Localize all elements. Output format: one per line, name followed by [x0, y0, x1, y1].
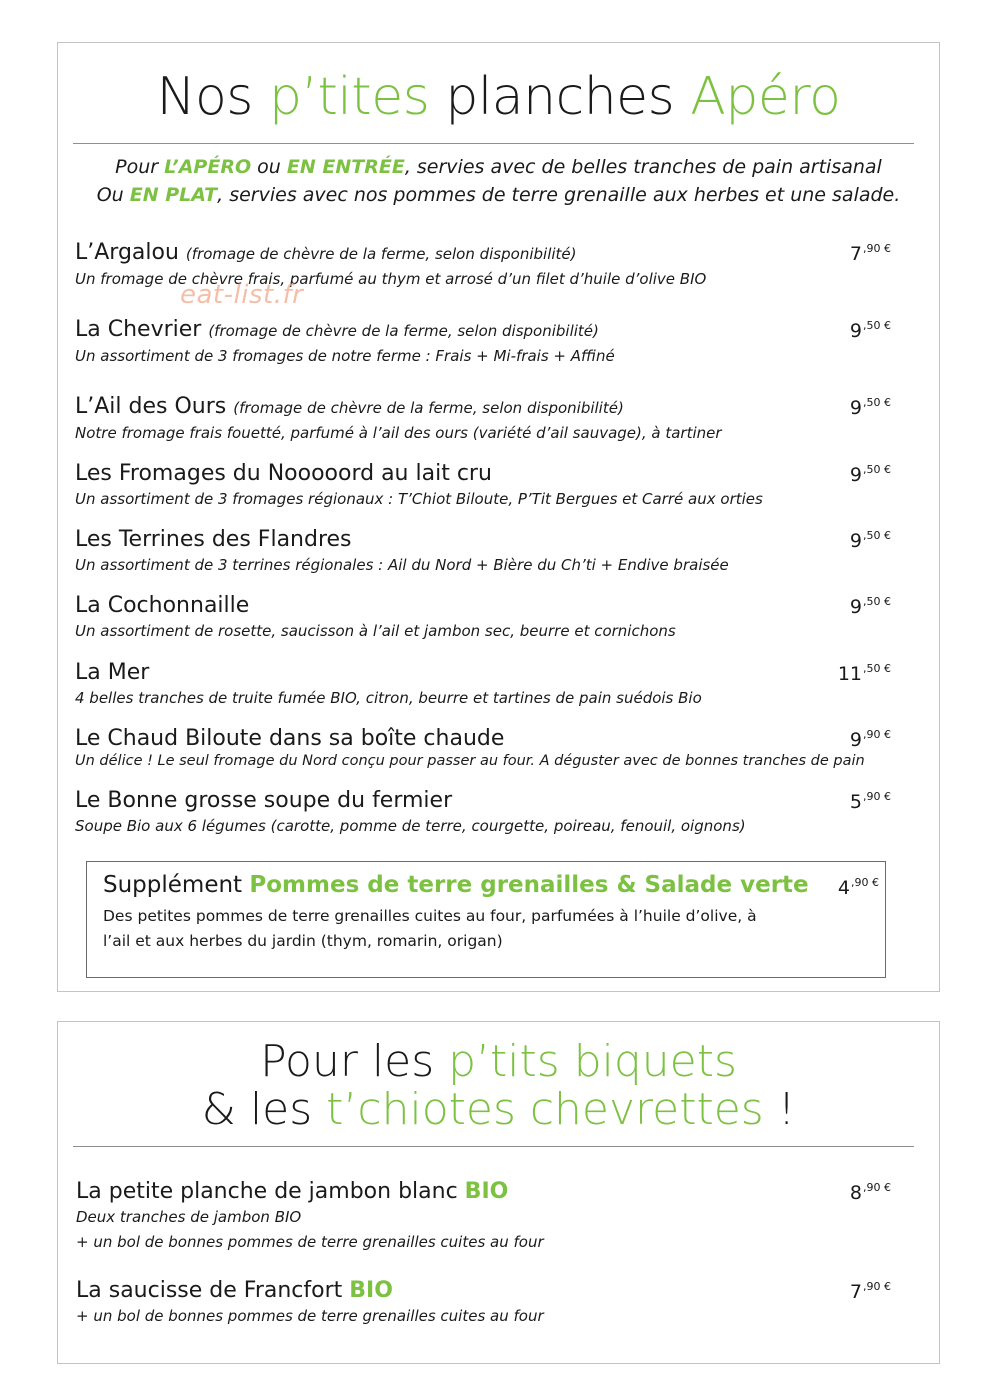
menu-item: [75, 394, 895, 445]
item-description: Un assortiment de rosette, saucisson à l’ail et jambon sec, beurre et cornichons: [75, 622, 676, 640]
item-price: [821, 529, 891, 552]
item-description: Un fromage de chèvre frais, parfumé au thym et arrosé d’un filet d’huile d’olive BIO: [75, 270, 707, 288]
price-units: 9: [849, 397, 862, 419]
intro-text: Pour: [115, 156, 165, 178]
item-note: (fromage de chèvre de la ferme, selon disponibilité): [185, 245, 577, 263]
price-units: 5: [849, 791, 862, 813]
item-note: (fromage de chèvre de la ferme, selon disponibilité): [233, 399, 624, 417]
item-price: [821, 662, 891, 685]
item-description: Deux tranches de jambon BIO: [76, 1208, 302, 1226]
supplement-box: [86, 861, 886, 978]
item-name: Les Fromages du Nooooord au lait cru: [75, 461, 492, 486]
item-description: Notre fromage frais fouetté, parfumé à l’ail des ours (variété d’ail sauvage), à tartiner: [75, 424, 722, 442]
apero-title: [58, 67, 939, 127]
supplement-description: Des petites pommes de terre grenailles cuites au four, parfumées à l’huile d’olive, à l’ail et aux herbes du jardin (thym, romarin, origan): [103, 907, 757, 950]
intro-highlight: EN PLAT: [129, 184, 218, 206]
item-name: La saucisse de Francfort: [76, 1278, 350, 1303]
item-price: [821, 242, 891, 265]
menu-item: [76, 1179, 896, 1255]
item-description: + un bol de bonnes pommes de terre grenailles cuites au four: [76, 1233, 544, 1251]
item-description: Un assortiment de 3 terrines régionales : Ail du Nord + Bière du Ch’ti + Endive braisée: [75, 556, 729, 574]
price-cents: ,90 €: [863, 1280, 891, 1293]
item-description: + un bol de bonnes pommes de terre grenailles cuites au four: [76, 1307, 544, 1325]
intro-text: Ou: [96, 184, 130, 206]
item-name: La Chevrier: [75, 317, 202, 342]
item-name: La petite planche de jambon blanc: [76, 1179, 465, 1204]
title-part-accent: p’tits biquets: [448, 1036, 737, 1087]
price-cents: ,50 €: [863, 595, 891, 608]
title-part-accent: Apéro: [690, 67, 841, 127]
price-cents: ,90 €: [863, 790, 891, 803]
item-description: Un assortiment de 3 fromages régionaux : T’Chiot Biloute, P’Tit Bergues et Carré aux orties: [75, 490, 763, 508]
watermark: eat-list.fr: [180, 280, 304, 310]
item-price: [821, 1181, 891, 1204]
title-divider: [73, 143, 914, 144]
bio-label: BIO: [464, 1179, 509, 1204]
intro-line-1: [58, 153, 939, 181]
supplement-title: [103, 872, 809, 898]
price-cents: ,90 €: [863, 1181, 891, 1194]
item-name: L’Ail des Ours: [75, 394, 227, 419]
title-part: & les: [201, 1084, 327, 1135]
price-cents: ,50 €: [863, 319, 891, 332]
kids-panel: [57, 1021, 940, 1364]
item-name: La Cochonnaille: [75, 593, 250, 618]
kids-title-line-2: [58, 1084, 939, 1135]
apero-intro: [58, 153, 939, 209]
item-name: Le Chaud Biloute dans sa boîte chaude: [75, 726, 505, 751]
item-description: Soupe Bio aux 6 légumes (carotte, pomme de terre, courgette, poireau, fenouil, oignons): [75, 817, 746, 835]
item-title: [75, 317, 895, 344]
item-description: Un délice ! Le seul fromage du Nord conçu pour passer au four. A déguster avec de bonnes tranches de pain: [75, 753, 865, 769]
item-name: La Mer: [75, 660, 150, 685]
item-price: [821, 1280, 891, 1303]
menu-item: [75, 660, 895, 710]
price-cents: ,50 €: [863, 529, 891, 542]
item-price: [821, 319, 891, 342]
price-cents: ,50 €: [863, 662, 891, 675]
price-cents: ,50 €: [863, 463, 891, 476]
item-price: [821, 728, 891, 751]
supplement-label: Supplément: [103, 872, 250, 898]
price-units: 7: [849, 1281, 862, 1303]
price-units: 9: [849, 596, 862, 618]
title-part: Pour les: [260, 1036, 449, 1087]
menu-item: [76, 1278, 896, 1329]
item-name: Le Bonne grosse soupe du fermier: [75, 788, 453, 813]
item-title: [76, 1278, 896, 1304]
price-cents: ,90 €: [863, 728, 891, 741]
menu-item: [75, 461, 895, 511]
intro-text: , servies avec de belles tranches de pain artisanal: [404, 156, 882, 178]
price-units: 9: [849, 530, 862, 552]
item-title: [75, 240, 895, 267]
title-part: Nos: [156, 67, 269, 127]
item-name: Les Terrines des Flandres: [75, 527, 352, 552]
item-description: Un assortiment de 3 fromages de notre ferme : Frais + Mi-frais + Affiné: [75, 347, 615, 365]
bio-label: BIO: [349, 1278, 393, 1303]
price-cents: ,50 €: [863, 396, 891, 409]
price-units: 9: [849, 320, 862, 342]
item-title: [75, 394, 895, 421]
menu-item: [75, 593, 895, 643]
item-price: [821, 790, 891, 813]
item-name: L’Argalou: [75, 240, 179, 265]
title-part-accent: t’chiotes chevrettes: [326, 1084, 764, 1135]
item-price: [821, 463, 891, 486]
intro-highlight: L’APÉRO: [164, 156, 252, 178]
menu-item: [75, 527, 895, 577]
price-units: 4: [837, 877, 850, 899]
item-price: [821, 396, 891, 419]
price-units: 9: [849, 729, 862, 751]
kids-title-line-1: [58, 1036, 939, 1087]
item-note: (fromage de chèvre de la ferme, selon disponibilité): [208, 322, 599, 340]
price-cents: ,90 €: [851, 876, 879, 889]
title-divider: [73, 1146, 914, 1147]
title-part-accent: p’tites: [268, 67, 430, 127]
price-units: 9: [849, 464, 862, 486]
item-price: [821, 595, 891, 618]
price-cents: ,90 €: [863, 242, 891, 255]
price-units: 8: [849, 1182, 862, 1204]
apero-panel: [57, 42, 940, 992]
intro-highlight: EN ENTRÉE: [286, 156, 405, 178]
price-units: 11: [837, 663, 862, 685]
menu-item: [75, 788, 895, 838]
supplement-price: [809, 876, 879, 899]
title-part: planches: [429, 67, 691, 127]
title-part: !: [763, 1084, 796, 1135]
intro-line-2: [58, 181, 939, 209]
supplement-name: Pommes de terre grenailles & Salade verte: [249, 872, 809, 898]
intro-text: ou: [251, 156, 287, 178]
price-units: 7: [849, 243, 862, 265]
menu-item: [75, 317, 895, 368]
intro-text: , servies avec nos pommes de terre grenaille aux herbes et une salade.: [217, 184, 901, 206]
item-title: [76, 1179, 896, 1205]
menu-item: [75, 726, 895, 770]
item-description: 4 belles tranches de truite fumée BIO, citron, beurre et tartines de pain suédois Bio: [75, 689, 702, 707]
